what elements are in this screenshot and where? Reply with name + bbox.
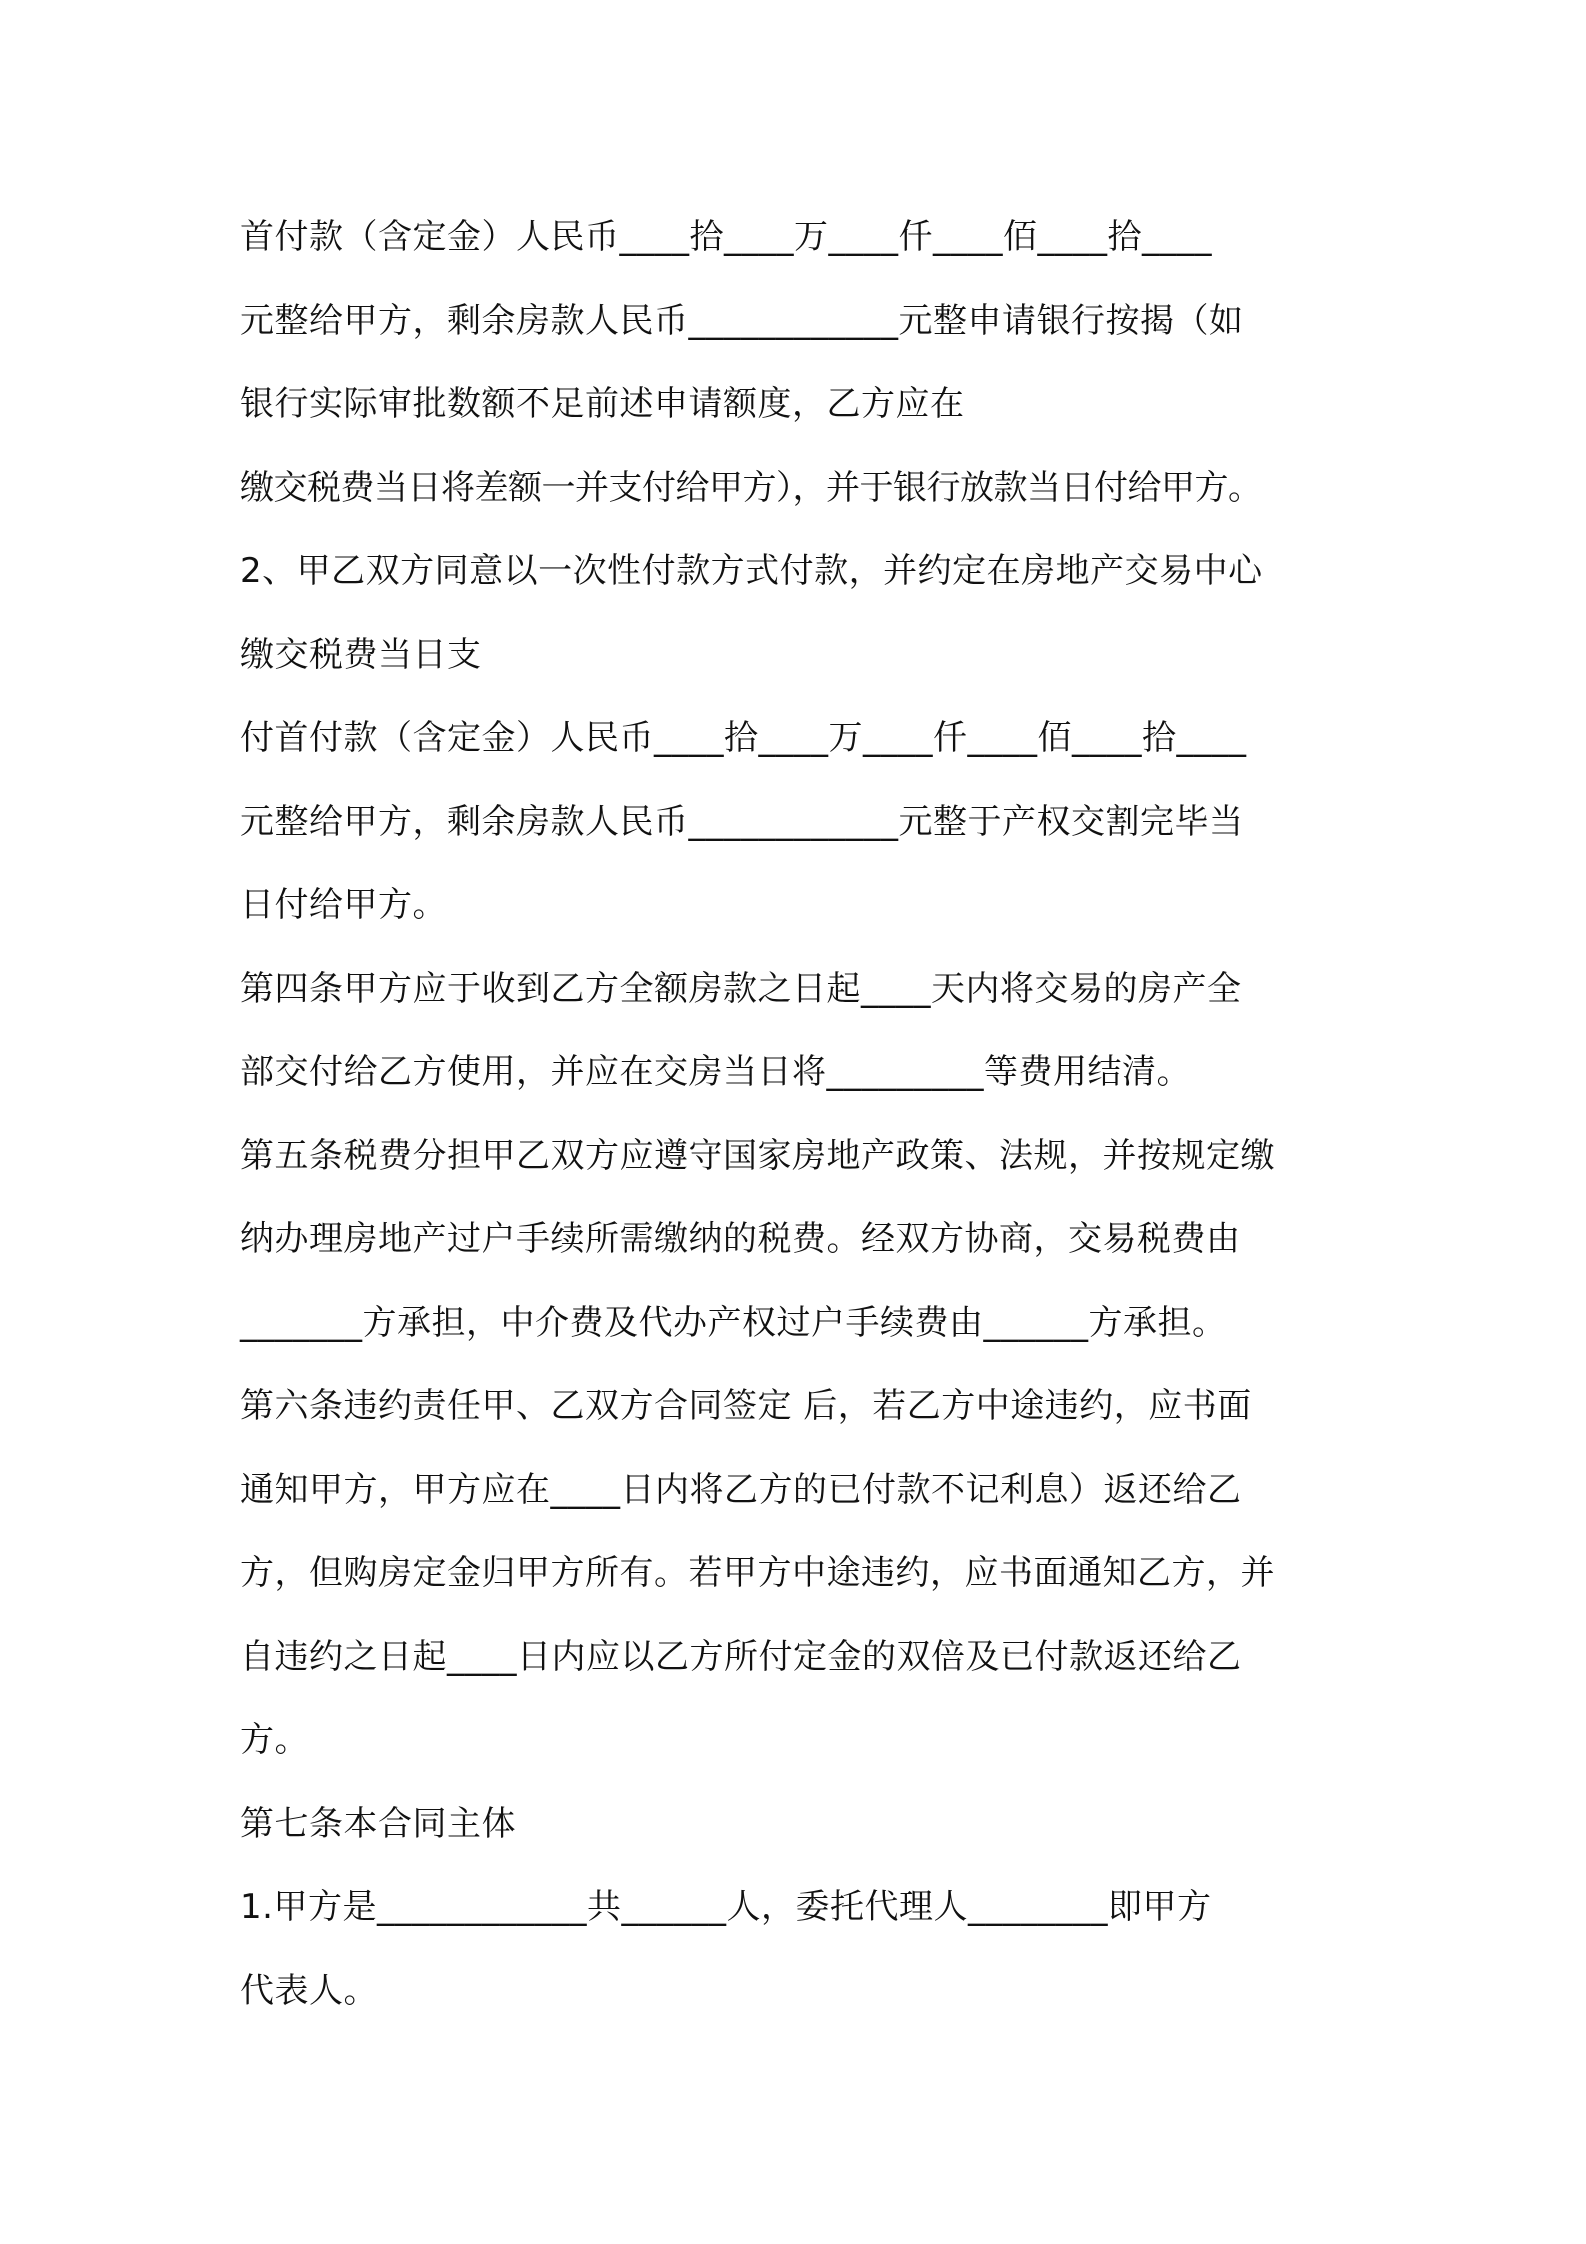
text-line: 元整给甲方，剩余房款人民币____________元整于产权交割完毕当 — [240, 801, 1244, 842]
document-body — [240, 196, 1360, 2033]
text-line: 通知甲方，甲方应在____日内将乙方的已付款不记利息）返还给乙 — [240, 1469, 1242, 1510]
text-line: 方。 — [240, 1720, 309, 1760]
text-line: 银行实际审批数额不足前述申请额度，乙方应在 — [240, 384, 965, 424]
text-line: 缴交税费当日将差额一并支付给甲方），并于银行放款当日付给甲方。 — [240, 467, 1262, 508]
text-line: 1.甲方是____________共______人，委托代理人________即甲方 — [240, 1887, 1212, 1927]
text-line: 首付款（含定金）人民币____拾____万____仟____佰____拾____ — [240, 217, 1212, 257]
text-line: _______方承担，中介费及代办产权过户手续费由______方承担。 — [240, 1302, 1227, 1343]
text-line: 缴交税费当日支 — [240, 634, 482, 675]
text-line: 方，但购房定金归甲方所有。若甲方中途违约，应书面通知乙方，并 — [240, 1553, 1275, 1593]
text-line: 第五条税费分担甲乙双方应遵守国家房地产政策、法规，并按规定缴 — [240, 1135, 1275, 1176]
text-line: 第七条本合同主体 — [240, 1803, 516, 1844]
text-line: 纳办理房地产过户手续所需缴纳的税费。经双方协商，交易税费由 — [240, 1219, 1241, 1259]
text-line: 日付给甲方。 — [240, 885, 447, 925]
text-line: 第四条甲方应于收到乙方全额房款之日起____天内将交易的房产全 — [240, 968, 1242, 1009]
text-line: 代表人。 — [240, 1970, 378, 2011]
text-line: 第六条违约责任甲、乙双方合同签定 后，若乙方中途违约，应书面 — [240, 1386, 1252, 1426]
text-line: 自违约之日起____日内应以乙方所付定金的双倍及已付款返还给乙 — [240, 1636, 1242, 1677]
text-line: 部交付给乙方使用，并应在交房当日将_________等费用结清。 — [240, 1052, 1191, 1092]
text-line: 2、甲乙双方同意以一次性付款方式付款，并约定在房地产交易中心 — [240, 551, 1263, 591]
text-line: 付首付款（含定金）人民币____拾____万____仟____佰____拾____ — [240, 718, 1247, 758]
text-line: 元整给甲方，剩余房款人民币____________元整申请银行按揭（如 — [240, 300, 1244, 341]
